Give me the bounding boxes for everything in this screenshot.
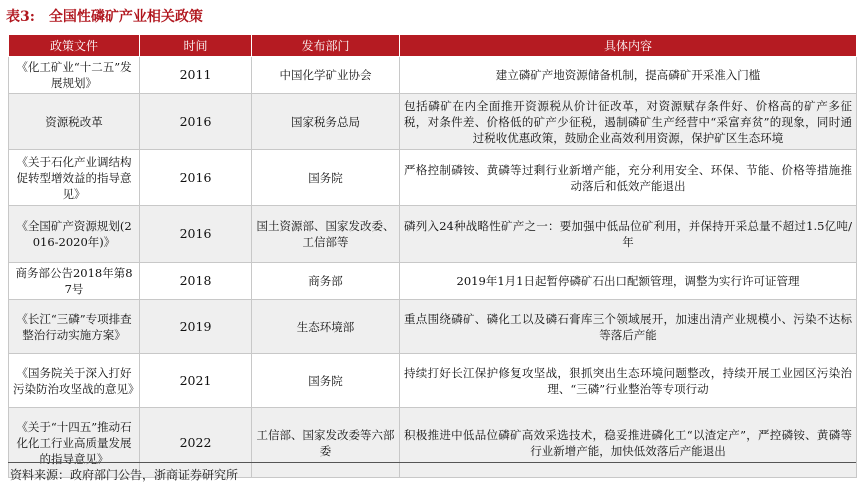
cell-doc: 《化工矿业“十二五”发展规划》 (9, 57, 140, 94)
column-header-doc: 政策文件 (9, 35, 140, 57)
cell-year: 2021 (140, 354, 252, 408)
cell-year: 2019 (140, 300, 252, 354)
cell-year: 2016 (140, 94, 252, 150)
footer-divider (8, 462, 856, 463)
cell-doc: 《国务院关于深入打好污染防治攻坚战的意见》 (9, 354, 140, 408)
policy-table (8, 34, 857, 478)
table-header-row (9, 35, 857, 57)
table-row (9, 300, 857, 354)
table-caption (6, 6, 203, 28)
caption-label: 表3: (6, 9, 35, 25)
cell-doc: 资源税改革 (9, 94, 140, 150)
column-header-content: 具体内容 (400, 35, 857, 57)
cell-content: 建立磷矿产地资源储备机制，提高磷矿开采准入门槛 (400, 57, 857, 94)
table-row (9, 57, 857, 94)
cell-doc: 商务部公告2018年第87号 (9, 263, 140, 300)
cell-dept: 国家税务总局 (252, 94, 400, 150)
column-header-year: 时间 (140, 35, 252, 57)
cell-dept: 工信部、国家发改委等六部委 (252, 408, 400, 478)
cell-content: 重点围绕磷矿、磷化工以及磷石膏库三个领域展开，加速出清产业规模小、污染不达标等落后产能 (400, 300, 857, 354)
cell-doc: 《关于石化产业调结构促转型增效益的指导意见》 (9, 150, 140, 206)
cell-content: 磷列入24种战略性矿产之一：要加强中低品位矿利用，并保持开采总量不超过1.5亿吨/年 (400, 206, 857, 263)
cell-year: 2011 (140, 57, 252, 94)
cell-dept: 生态环境部 (252, 300, 400, 354)
cell-dept: 商务部 (252, 263, 400, 300)
cell-doc: 《关于“十四五”推动石化化工行业高质量发展的指导意见》 (9, 408, 140, 478)
cell-doc: 《长江“三磷”专项排查整治行动实施方案》 (9, 300, 140, 354)
cell-dept: 中国化学矿业协会 (252, 57, 400, 94)
table-row (9, 354, 857, 408)
table-row (9, 206, 857, 263)
cell-dept: 国土资源部、国家发改委、工信部等 (252, 206, 400, 263)
cell-year: 2016 (140, 150, 252, 206)
cell-year: 2016 (140, 206, 252, 263)
table-row (9, 150, 857, 206)
cell-content: 严格控制磷铵、黄磷等过剩行业新增产能，充分利用安全、环保、节能、价格等措施推动落后和低效产能退出 (400, 150, 857, 206)
table-row (9, 94, 857, 150)
table-row (9, 263, 857, 300)
source-note: 资料来源：政府部门公告，浙商证券研究所 (10, 468, 239, 482)
cell-dept: 国务院 (252, 150, 400, 206)
cell-doc: 《全国矿产资源规划(2016-2020年)》 (9, 206, 140, 263)
caption-title: 全国性磷矿产业相关政策 (48, 9, 203, 25)
cell-dept: 国务院 (252, 354, 400, 408)
cell-content: 2019年1月1日起暂停磷矿石出口配额管理，调整为实行许可证管理 (400, 263, 857, 300)
cell-content: 包括磷矿在内全面推开资源税从价计征改革，对资源赋存条件好、价格高的矿产多征税，对条件差、价格低的矿产少征税，遏制磷矿生产经营中“采富弃贫”的现象，同时通过税收优惠政策，鼓励企业高效利用资源，保护矿区生态环境 (400, 94, 857, 150)
column-header-dept: 发布部门 (252, 35, 400, 57)
cell-content: 持续打好长江保护修复攻坚战，狠抓突出生态环境问题整改，持续开展工业园区污染治理、“三磷”行业整治等专项行动 (400, 354, 857, 408)
cell-year: 2018 (140, 263, 252, 300)
cell-year: 2022 (140, 408, 252, 478)
cell-content: 积极推进中低品位磷矿高效采选技术，稳妥推进磷化工“以渣定产”，严控磷铵、黄磷等行业新增产能，加快低效落后产能退出 (400, 408, 857, 478)
